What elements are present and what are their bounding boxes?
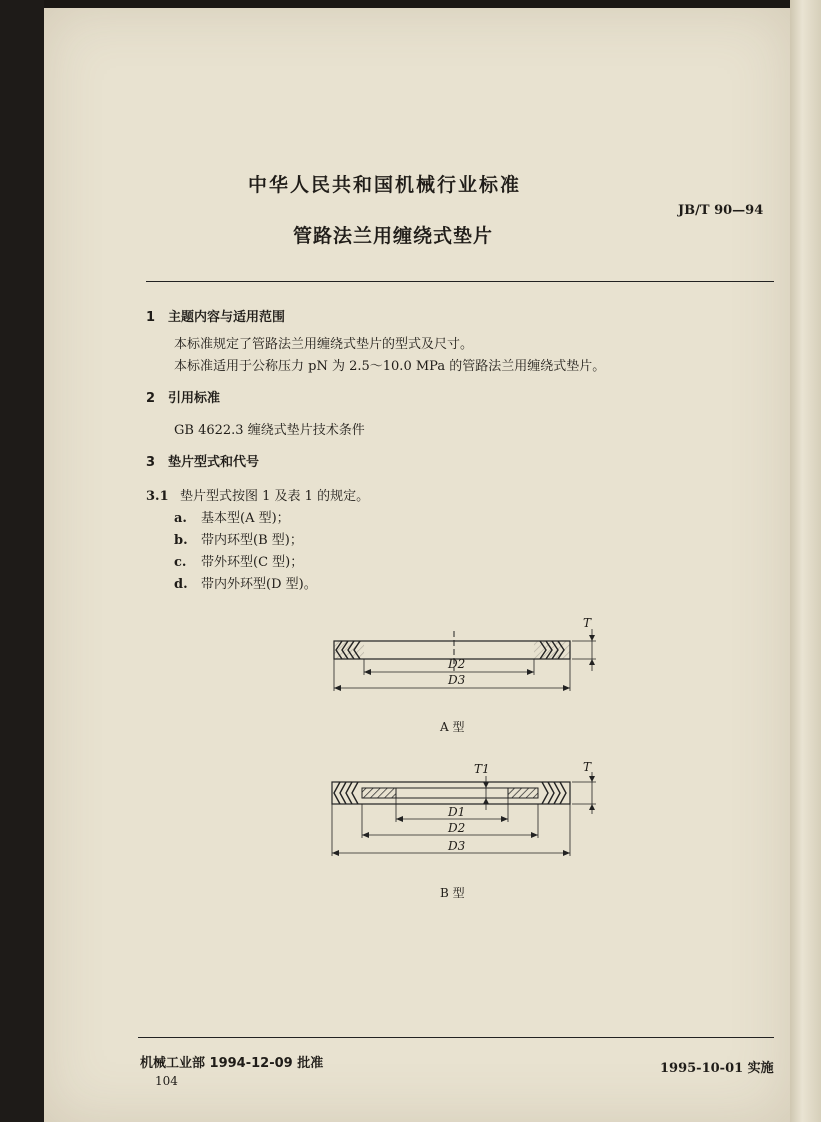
figure-b-drawing (320, 770, 620, 865)
document-title: 管路法兰用缠绕式垫片 (293, 225, 494, 247)
list-item-c: c. 带外环型(C 型)； (174, 555, 304, 570)
standard-title: 中华人民共和国机械行业标准 (248, 174, 522, 196)
section-2-reference: GB 4622.3 缠绕式垫片技术条件 (174, 423, 365, 438)
implementation-date: 1995-10-01 实施 (660, 1061, 774, 1076)
list-item-d: d. 带内外环型(D 型)。 (174, 577, 317, 592)
figure-b-caption: B 型 (440, 886, 465, 900)
footer-rule (138, 1037, 774, 1038)
scan-left-edge (0, 0, 44, 1122)
figure-b-d2-label: D2 (448, 821, 466, 835)
standard-code: JB/T 90—94 (678, 203, 764, 218)
figure-b-t-label: T (583, 760, 592, 774)
page-number: 104 (155, 1074, 178, 1088)
section-2-heading: 2 引用标准 (146, 391, 221, 406)
figure-a-d2-label: D2 (448, 657, 466, 671)
figure-a-drawing (320, 625, 620, 705)
figure-a-t-label: T (583, 616, 592, 630)
section-1-heading: 1 主题内容与适用范围 (146, 310, 286, 325)
list-item-a: a. 基本型(A 型)； (174, 511, 290, 526)
list-item-b: b. 带内环型(B 型)； (174, 533, 303, 548)
figure-a-d3-label: D3 (448, 673, 466, 687)
approval-statement: 机械工业部 1994-12-09 批准 (140, 1056, 324, 1071)
figure-b-d1-label: D1 (448, 805, 466, 819)
figure-b-d3-label: D3 (448, 839, 466, 853)
figure-b-t1-label: T1 (474, 762, 490, 776)
section-1-para-2: 本标准适用于公称压力 pN 为 2.5～10.0 MPa 的管路法兰用缠绕式垫片。 (174, 359, 606, 374)
page-spine (790, 0, 821, 1122)
section-3-1: 3.1 垫片型式按图 1 及表 1 的规定。 (146, 489, 370, 504)
header-rule (146, 281, 774, 282)
section-1-para-1: 本标准规定了管路法兰用缠绕式垫片的型式及尺寸。 (174, 337, 474, 352)
figure-a-caption: A 型 (440, 720, 465, 734)
section-3-heading: 3 垫片型式和代号 (146, 455, 260, 470)
